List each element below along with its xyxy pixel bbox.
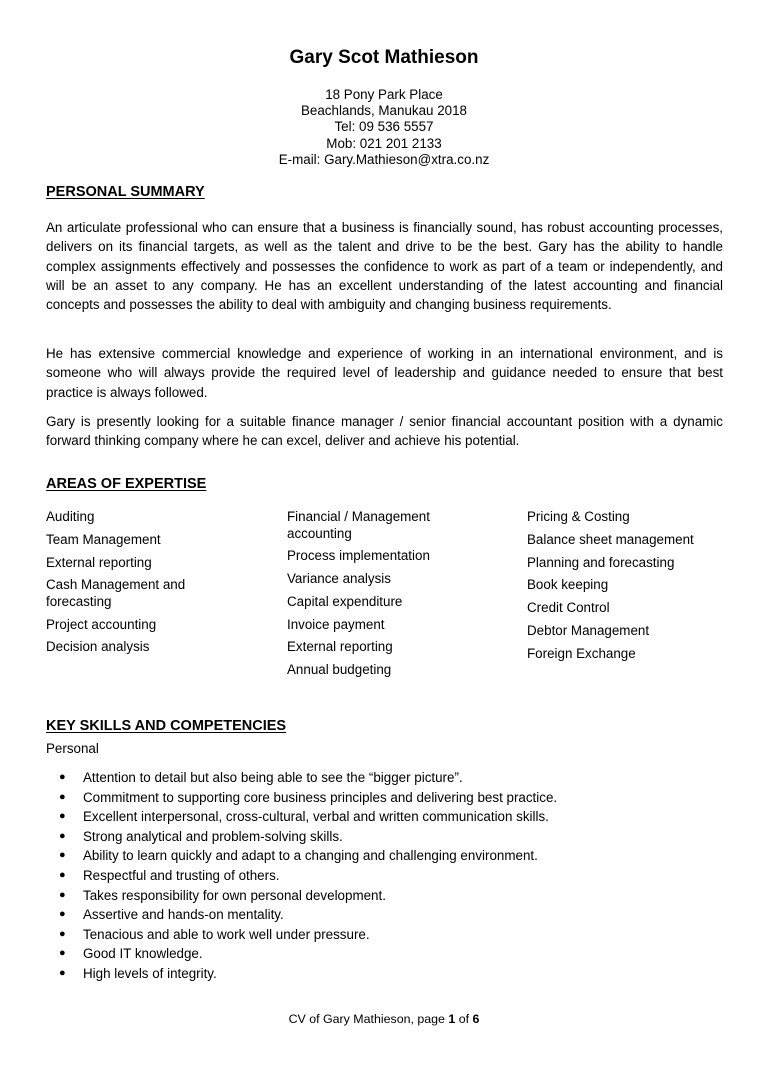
list-item	[59, 886, 557, 906]
list-item	[59, 846, 557, 866]
phone-line: Tel: 09 536 5557	[334, 119, 434, 135]
list-item	[59, 788, 557, 808]
skill-text: Ability to learn quickly and adapt to a changing and challenging environment.	[83, 848, 538, 864]
footer-of: of	[455, 1012, 473, 1026]
list-item	[59, 866, 557, 886]
expertise-item: Auditing	[46, 509, 95, 524]
address-line: Beachlands, Manukau 2018	[300, 103, 468, 119]
address-line: 18 Pony Park Place	[325, 87, 443, 102]
expertise-item: Foreign Exchange	[527, 645, 636, 661]
skill-text: Takes responsibility for own personal development.	[83, 887, 386, 903]
expertise-item: Pricing & Costing	[527, 509, 630, 524]
skills-sublabel: Personal	[46, 741, 99, 756]
bullet-icon: ●	[59, 888, 66, 901]
expertise-column-1	[46, 509, 246, 662]
bullet-icon: ●	[59, 908, 66, 921]
bullet-icon: ●	[59, 868, 66, 881]
bullet-icon: ●	[59, 829, 66, 842]
skill-text: Excellent interpersonal, cross-cultural, verbal and written communication skills.	[83, 809, 549, 825]
footer-prefix: CV of Gary Mathieson, page	[288, 1012, 449, 1026]
skill-text: Good IT knowledge.	[83, 946, 203, 962]
skill-text: High levels of integrity.	[83, 965, 217, 981]
summary-paragraph: An articulate professional who can ensure that a business is financially sound, has robust accounting processes, delivers on its financial targets, as well as the talent and drive to be the best. Gary has the ability to handle complex assignments effectively and possesses the confidence to work as part of a team or independently, and will be an asset to any company. He has an excellent understanding of the latest accounting and financial concepts and possesses the ability to deal with ambiguity and changing business requirements.	[46, 220, 723, 313]
email-line: E-mail: Gary.Mathieson@xtra.co.nz	[278, 151, 490, 167]
bullet-icon: ●	[59, 790, 66, 803]
expertise-item: Invoice payment	[287, 616, 385, 632]
expertise-item: Process implementation	[287, 548, 430, 564]
bullet-icon: ●	[59, 927, 66, 940]
expertise-item: Capital expenditure	[287, 593, 403, 609]
bullet-icon: ●	[59, 947, 66, 960]
candidate-name: Gary Scot Mathieson	[289, 47, 479, 68]
list-item	[59, 768, 557, 788]
expertise-item: Project accounting	[46, 616, 157, 632]
mobile-line: Mob: 021 201 2133	[326, 135, 442, 151]
expertise-item: Planning and forecasting	[527, 554, 675, 570]
expertise-heading: AREAS OF EXPERTISE	[46, 476, 207, 492]
contact-block	[0, 87, 768, 168]
expertise-item: Cash Management and forecasting	[46, 577, 186, 609]
page-footer	[0, 1012, 768, 1026]
list-item	[59, 807, 557, 827]
list-item	[59, 944, 557, 964]
skill-text: Assertive and hands-on mentality.	[83, 907, 284, 923]
expertise-item: Book keeping	[527, 577, 609, 593]
key-skills-heading: KEY SKILLS AND COMPETENCIES	[46, 718, 287, 734]
bullet-icon: ●	[59, 966, 66, 979]
expertise-item: Credit Control	[527, 600, 610, 616]
expertise-item: Decision analysis	[46, 639, 150, 655]
expertise-item: Annual budgeting	[287, 662, 392, 678]
personal-summary-heading: PERSONAL SUMMARY	[46, 184, 205, 200]
expertise-column-3	[527, 509, 727, 669]
list-item	[59, 827, 557, 847]
skill-text: Commitment to supporting core business principles and delivering best practice.	[83, 789, 558, 805]
list-item	[59, 925, 557, 945]
expertise-item: Financial / Management accounting	[287, 509, 430, 541]
skill-text: Tenacious and able to work well under pressure.	[83, 926, 370, 942]
expertise-item: External reporting	[287, 639, 393, 655]
list-item	[59, 905, 557, 925]
expertise-column-2	[287, 509, 467, 685]
list-item	[59, 964, 557, 984]
skills-list	[59, 768, 557, 984]
bullet-icon: ●	[59, 771, 66, 783]
expertise-item: Team Management	[46, 531, 161, 547]
summary-paragraph: Gary is presently looking for a suitable finance manager / senior financial accountant position with a dynamic forward thinking company where he can excel, deliver and achieve his potential.	[46, 414, 723, 449]
expertise-item: Balance sheet management	[527, 531, 694, 547]
expertise-item: Variance analysis	[287, 571, 391, 587]
bullet-icon: ●	[59, 810, 66, 823]
page-number: 1	[448, 1012, 456, 1026]
summary-paragraph: He has extensive commercial knowledge and experience of working in an international environment, and is someone who will always provide the required level of leadership and guidance needed to ensure that best practice is always followed.	[46, 346, 723, 400]
skill-text: Respectful and trusting of others.	[83, 867, 280, 883]
skill-text: Attention to detail but also being able to see the “bigger picture”.	[83, 770, 463, 785]
expertise-item: Debtor Management	[527, 622, 650, 638]
expertise-item: External reporting	[46, 554, 152, 570]
skill-text: Strong analytical and problem-solving skills.	[83, 828, 343, 844]
bullet-icon: ●	[59, 849, 66, 862]
page-total: 6	[472, 1012, 480, 1026]
